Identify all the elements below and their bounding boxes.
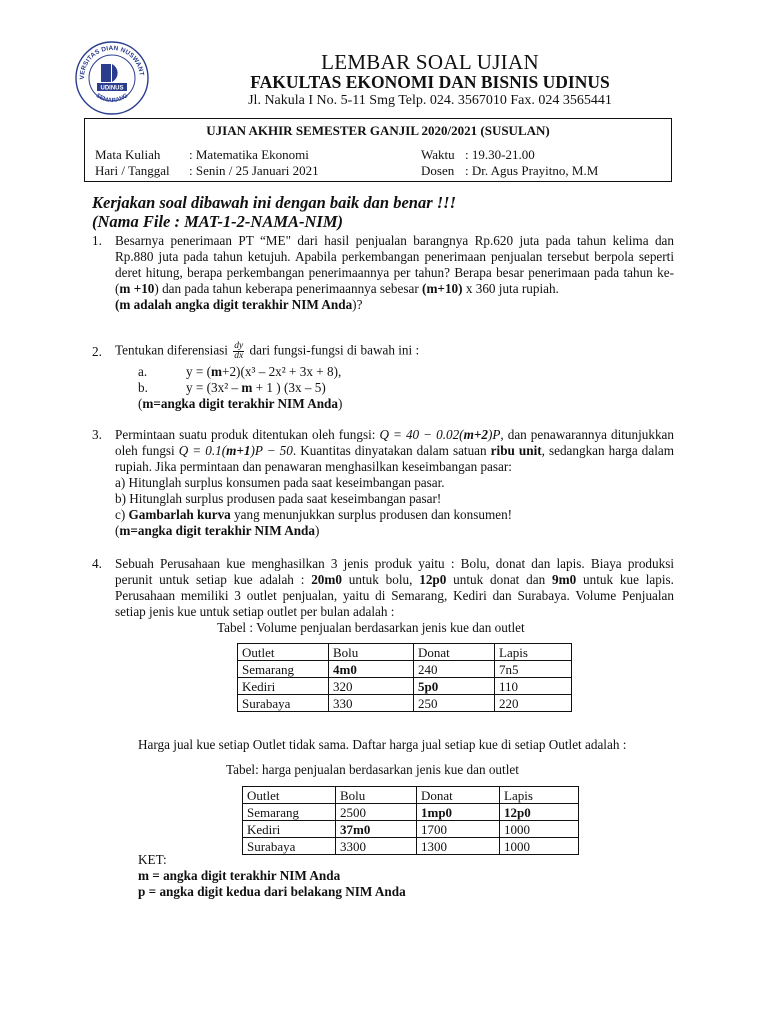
date-value: : Senin / 25 Januari 2021 [189,163,319,178]
table-cell: 1000 [500,821,579,838]
question-3-item-c: c) Gambarlah kurva yang menunjukkan surplus produsen dan konsumen! [115,507,513,522]
table-row [243,821,579,838]
file-name-instruction: (Nama File : MAT-1-2-NAMA-NIM) [92,212,344,231]
table-header-cell: Donat [417,787,500,804]
table-cell: 5p0 [414,678,495,695]
table-row [243,804,579,821]
udinus-seal-icon [74,40,150,116]
table-header-cell: Bolu [336,787,417,804]
course-label: Mata Kuliah [95,147,161,162]
logo-center-text: UDINUS [100,85,124,92]
price-intro-text: Harga jual kue setiap Outlet tidak sama. Daftar harga jual setiap kue di setiap Outlet adalah : [138,737,627,752]
question-1 [92,233,674,313]
info-row-date [95,163,665,180]
lecturer-label: Dosen [421,163,455,178]
table-header-cell: Outlet [238,644,329,661]
table-cell: 7n5 [495,661,572,678]
table-cell: 4m0 [329,661,414,678]
university-logo [74,40,150,116]
question-number: 4. [92,556,102,571]
lecturer-value: : Dr. Agus Prayitno, M.M [465,163,599,178]
logo-city-text: SEMARANG [94,92,130,105]
faculty-address: Jl. Nakula I No. 5-11 Smg Telp. 024. 3567010 Fax. 024 3565441 [248,93,612,108]
table-cell: 1300 [417,838,500,855]
ket-p-definition: p = angka digit kedua dari belakang NIM Anda [138,884,406,899]
sales-volume-table [237,643,572,712]
exam-info-box [84,118,672,182]
q2-item-b: y = (3x² – m + 1 ) (3x – 5) [186,380,326,395]
question-number: 3. [92,427,102,442]
table-header-row [238,644,572,661]
table-cell: 2500 [336,804,417,821]
table-row [238,695,572,712]
question-3-item-a: a) Hitunglah surplus konsumen pada saat keseimbangan pasar. [115,475,445,490]
table-cell: 12p0 [500,804,579,821]
date-label: Hari / Tanggal [95,163,170,178]
question-number: 1. [92,233,102,248]
table-cell: 250 [414,695,495,712]
question-number: 2. [92,344,102,359]
q2-item-b-label: b. [138,380,148,395]
table-cell: Kediri [243,821,336,838]
table-cell: 320 [329,678,414,695]
table-header-cell: Lapis [500,787,579,804]
table-header-cell: Bolu [329,644,414,661]
question-3-note: (m=angka digit terakhir NIM Anda) [115,523,320,538]
q2-note: (m=angka digit terakhir NIM Anda) [138,396,343,411]
question-1-note: (m adalah angka digit terakhir NIM Anda)? [115,297,363,312]
table-header-cell: Outlet [243,787,336,804]
table-cell: Semarang [243,804,336,821]
time-value: : 19.30-21.00 [465,147,535,162]
table-row [238,678,572,695]
table-header-cell: Donat [414,644,495,661]
derivative-fraction: $\frac{dy}{dx}$ [234,341,244,361]
table-cell: Semarang [238,661,329,678]
table-cell: 220 [495,695,572,712]
table-row [243,838,579,855]
table-cell: 240 [414,661,495,678]
time-label: Waktu [421,147,455,162]
question-3 [92,427,674,539]
table-cell: Surabaya [243,838,336,855]
table-cell: 330 [329,695,414,712]
course-value: : Matematika Ekonomi [189,147,309,162]
table-cell: Surabaya [238,695,329,712]
table-cell: 3300 [336,838,417,855]
table-cell: Kediri [238,678,329,695]
question-1-text: Besarnya penerimaan PT “ME" dari hasil penjualan barangnya Rp.620 juta pada tahun kelima dan Rp.880 juta pada tahun ketujuh. Apabila perkembangan penerimaan penjualan tersebut berpola seperti deret hitung, berapa perkembangan penerimaannya per tahun? Berapa besar penerimaan pada tahun ke-(m +10) dan pada tahun keberapa penerimaannya sebesar (m+10) x 360 juta rupiah. [115,233,674,296]
table-header-row [243,787,579,804]
question-3-text: Permintaan suatu produk ditentukan oleh fungsi: Q = 40 − 0.02(m+2)P, dan penawarannya ditunjukkan oleh fungsi Q = 0.1(m+1)P − 50. Kuantitas dinyatakan dalam satuan ribu unit, sedangkan harga dalam rupiah. Jika permintaan dan penawaran menghasilkan keseimbangan pasar: [115,427,674,474]
sales-price-table [242,786,579,855]
table-cell: 1700 [417,821,500,838]
exam-title: UJIAN AKHIR SEMESTER GANJIL 2020/2021 (SUSULAN) [206,123,550,138]
faculty-name: FAKULTAS EKONOMI DAN BISNIS UDINUS [250,72,610,92]
table-row [238,661,572,678]
question-2-text: Tentukan diferensiasi $\frac{dy}{dx}$ dari fungsi-fungsi di bawah ini : [115,341,420,361]
svg-text:SEMARANG [95,93,130,104]
question-4-text: Sebuah Perusahaan kue menghasilkan 3 jenis produk yaitu : Bolu, donat dan lapis. Biaya produksi perunit untuk setiap kue adalah : 20m0 untuk bolu, 12p0 untuk donat dan 9m0 untuk kue lapis. Perusahaan memiliki 3 outlet penjualan, yaitu di Semarang, Kediri dan Surabaya. Volume Penjualan setiap jenis kue untuk setiap outlet per bulan adalah : [115,556,674,619]
ket-label: KET: [138,852,167,867]
table1-caption: Tabel : Volume penjualan berdasarkan jenis kue dan outlet [217,620,525,635]
doc-title: LEMBAR SOAL UJIAN [321,50,539,74]
table2-caption: Tabel: harga penjualan berdasarkan jenis kue dan outlet [226,762,519,777]
q2-item-a: y = (m+2)(x³ – 2x² + 3x + 8), [186,364,342,379]
table-header-cell: Lapis [495,644,572,661]
question-4 [92,556,674,620]
logo-ring-text: VERSITAS DIAN NUSWANT [78,44,145,80]
table-cell: 1mp0 [417,804,500,821]
table-cell: 1000 [500,838,579,855]
table-cell: 110 [495,678,572,695]
ket-m-definition: m = angka digit terakhir NIM Anda [138,868,341,883]
question-3-item-b: b) Hitunglah surplus produsen pada saat keseimbangan pasar! [115,491,442,506]
question-2 [92,341,674,361]
q2-item-a-label: a. [138,364,148,379]
instruction-line: Kerjakan soal dibawah ini dengan baik dan benar !!! [92,193,456,212]
table-cell: 37m0 [336,821,417,838]
info-row-course [95,147,665,164]
